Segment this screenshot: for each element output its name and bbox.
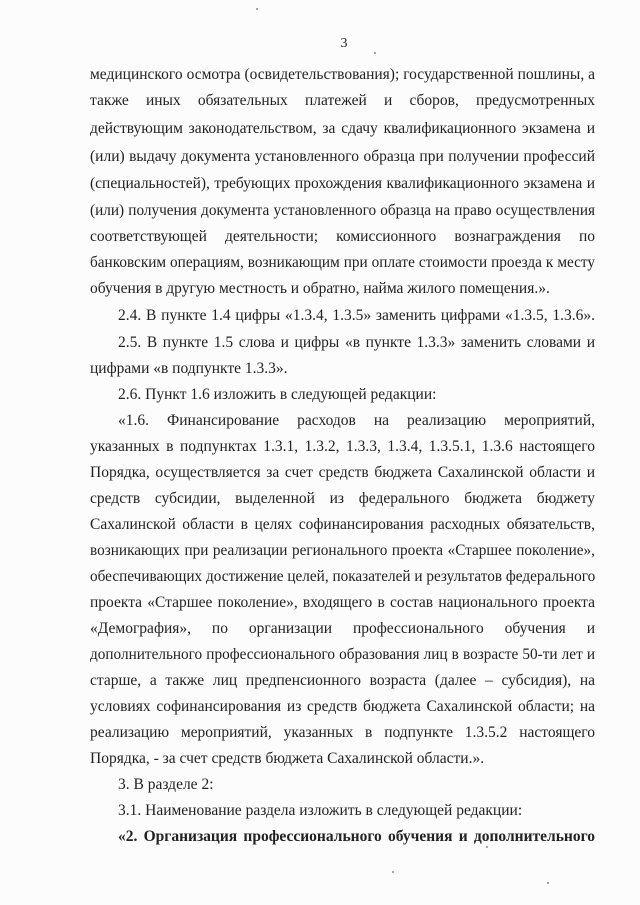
text-line: банковским операциям, возникающим при оплате стоимости проезда к месту: [90, 254, 595, 271]
text-line: действующим законодательством, за сдачу квалификационного экзамена и: [90, 120, 595, 137]
text-line: дополнительного профессионального образования лиц в возрасте 50-ти лет и: [90, 646, 595, 663]
paragraph-2-4: 2.4. В пункте 1.4 цифры «1.3.4, 1.3.5» заменить цифрами «1.3.5, 1.3.6».: [118, 307, 595, 324]
text-line: цифрами «в подпункте 1.3.3».: [90, 360, 288, 377]
scan-speck: [547, 882, 549, 884]
text-line: возникающих при реализации регионального проекта «Старшее поколение»,: [90, 542, 595, 559]
text-line: условиях софинансирования из средств бюджета Сахалинской области; на: [90, 698, 595, 715]
scan-speck: [374, 52, 376, 54]
text-line: также иных обязательных платежей и сборов, предусмотренных: [90, 92, 595, 109]
text-line: (или) выдачу документа установленного образца при получении профессий: [90, 148, 595, 165]
section-3-heading: 3. В разделе 2:: [118, 776, 214, 793]
text-line: указанных в подпунктах 1.3.1, 1.3.2, 1.3.3, 1.3.4, 1.3.5.1, 1.3.6 настоящего: [90, 438, 595, 455]
text-line: старше, а также лиц предпенсионного возраста (далее – субсидия), на: [90, 672, 595, 689]
paragraph-2-5: 2.5. В пункте 1.5 слова и цифры «в пункте 1.3.3» заменить словами и: [118, 334, 595, 351]
scan-speck: [256, 8, 258, 10]
text-line: «Демография», по организации профессионального обучения и: [90, 620, 595, 637]
text-line: обеспечивающих достижение целей, показателей и результатов федерального: [90, 568, 596, 585]
text-line: Порядка, - за счет средств бюджета Сахалинской области.».: [90, 750, 485, 767]
text-line: средств субсидии, выделенной из федерального бюджета бюджету: [90, 490, 595, 507]
text-line: проекта «Старшее поколение», входящего в состав национального проекта: [90, 594, 595, 611]
text-line: обучения в другую местность и обратно, найма жилого помещения.».: [90, 280, 550, 297]
section-2-title-quote: «2. Организация профессионального обучения и дополнительного: [118, 828, 595, 845]
paragraph-1-6: «1.6. Финансирование расходов на реализацию мероприятий,: [118, 412, 595, 429]
paragraph-3-1: 3.1. Наименование раздела изложить в следующей редакции:: [118, 802, 523, 819]
text-line: соответствующей деятельности; комиссионного вознаграждения по: [90, 228, 595, 245]
text-line: (или) получения документа установленного образца на право осуществления: [90, 202, 595, 219]
page-number: 3: [340, 36, 348, 51]
scan-speck: [392, 871, 394, 873]
text-line: реализацию мероприятий, указанных в подпункте 1.3.5.2 настоящего: [90, 724, 595, 741]
scan-speck: [486, 846, 488, 848]
text-line: Сахалинской области в целях софинансирования расходных обязательств,: [90, 516, 595, 533]
text-line: (специальностей), требующих прохождения квалификационного экзамена и: [90, 175, 595, 192]
paragraph-2-6: 2.6. Пункт 1.6 изложить в следующей редакции:: [118, 386, 437, 403]
text-line: Порядка, осуществляется за счет средств бюджета Сахалинской области и: [90, 464, 595, 481]
text-line: медицинского осмотра (освидетельствования); государственной пошлины, а: [90, 66, 595, 83]
